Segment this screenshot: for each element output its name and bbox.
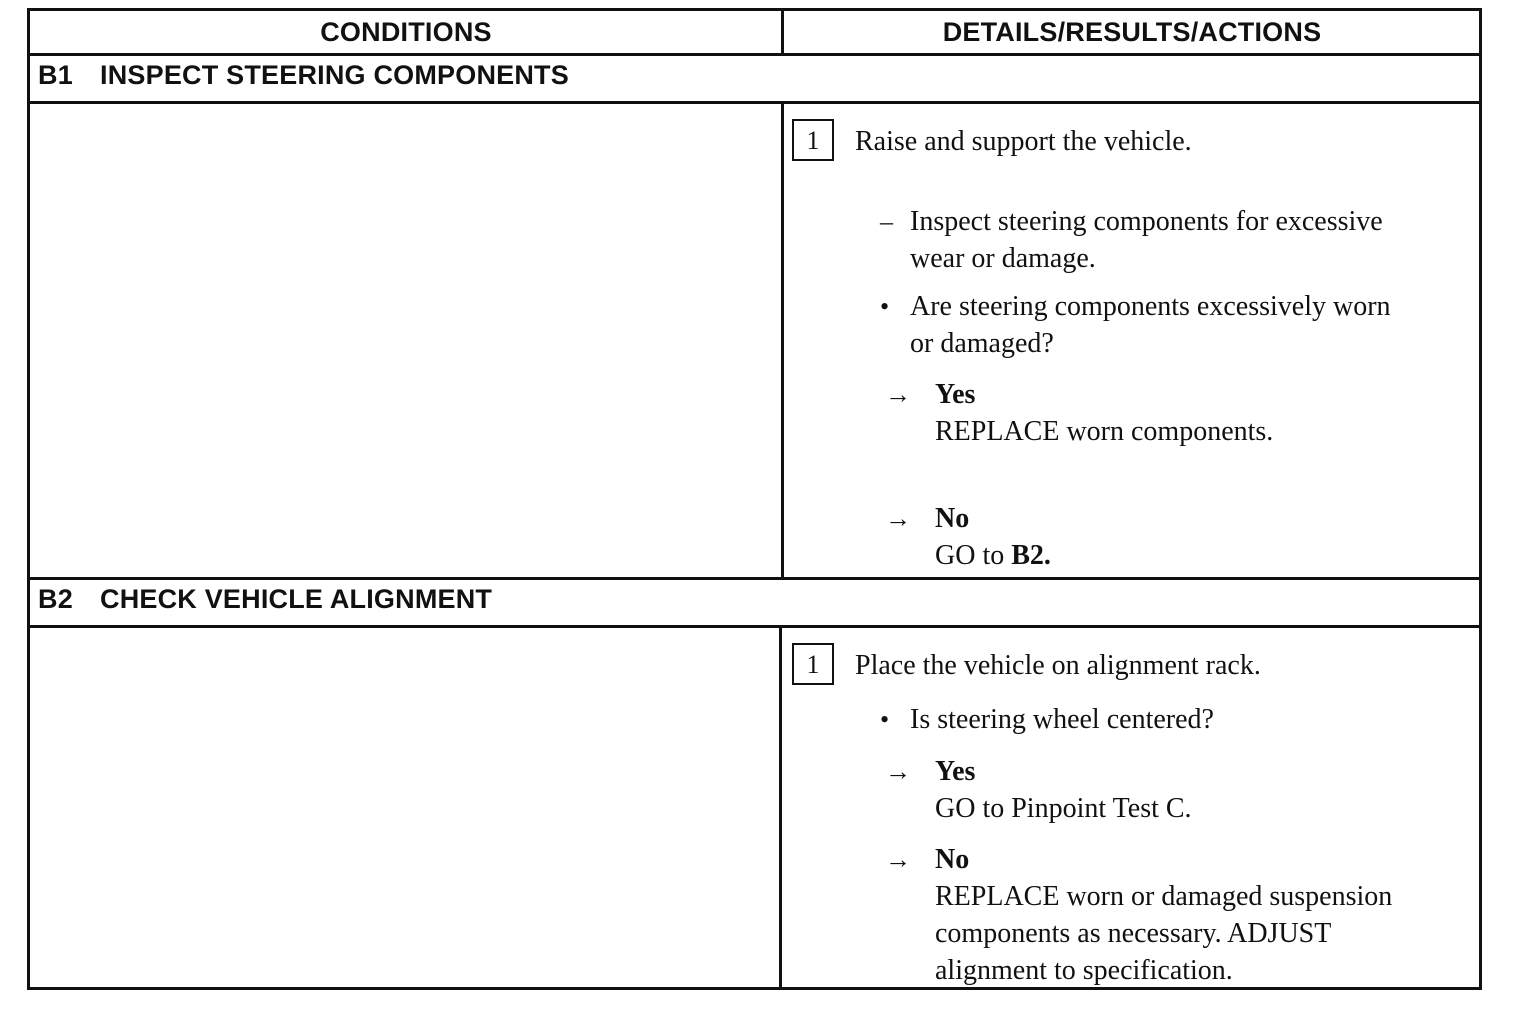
arrow-icon: → xyxy=(885,845,911,874)
question-text: Is steering wheel centered? xyxy=(910,704,1214,735)
cross-reference: B2. xyxy=(1011,540,1051,571)
yes-result: Yes REPLACE worn components. xyxy=(935,379,1274,447)
bullet-marker: • xyxy=(880,705,890,734)
section-id: B2 xyxy=(38,584,73,614)
step-text: Place the vehicle on alignment rack. xyxy=(855,650,1261,681)
section-title-b1 xyxy=(38,53,569,97)
no-result: No GO to B2. xyxy=(935,503,1051,571)
conditions-header: CONDITIONS xyxy=(320,17,492,47)
arrow-icon: → xyxy=(885,504,911,533)
diagnostic-table xyxy=(27,8,1482,990)
arrow-icon: → xyxy=(885,757,911,786)
bullet-marker: • xyxy=(880,292,890,321)
yes-result: Yes GO to Pinpoint Test C. xyxy=(935,756,1192,824)
details-header: DETAILS/RESULTS/ACTIONS xyxy=(942,17,1322,47)
divider xyxy=(30,101,1479,104)
step-number-box: 1 xyxy=(792,119,834,161)
divider xyxy=(30,625,1479,628)
step-number-box: 1 xyxy=(792,643,834,685)
dash-marker: – xyxy=(880,207,893,236)
instruction-text: Inspect steering components for excessive wear or damage. xyxy=(910,206,1383,274)
column-divider xyxy=(781,11,784,53)
step-text: Raise and support the vehicle. xyxy=(855,126,1192,157)
column-divider xyxy=(781,101,784,577)
section-title: INSPECT STEERING COMPONENTS xyxy=(100,60,569,90)
column-divider xyxy=(779,625,782,990)
section-title: CHECK VEHICLE ALIGNMENT xyxy=(100,584,493,614)
arrow-icon: → xyxy=(885,380,911,409)
question-text: Are steering components excessively worn or damaged? xyxy=(910,291,1391,359)
no-result: No REPLACE worn or damaged suspension components as necessary. ADJUST alignment to specification. xyxy=(935,844,1393,986)
section-title-b2 xyxy=(38,577,492,621)
section-id: B1 xyxy=(38,60,73,90)
